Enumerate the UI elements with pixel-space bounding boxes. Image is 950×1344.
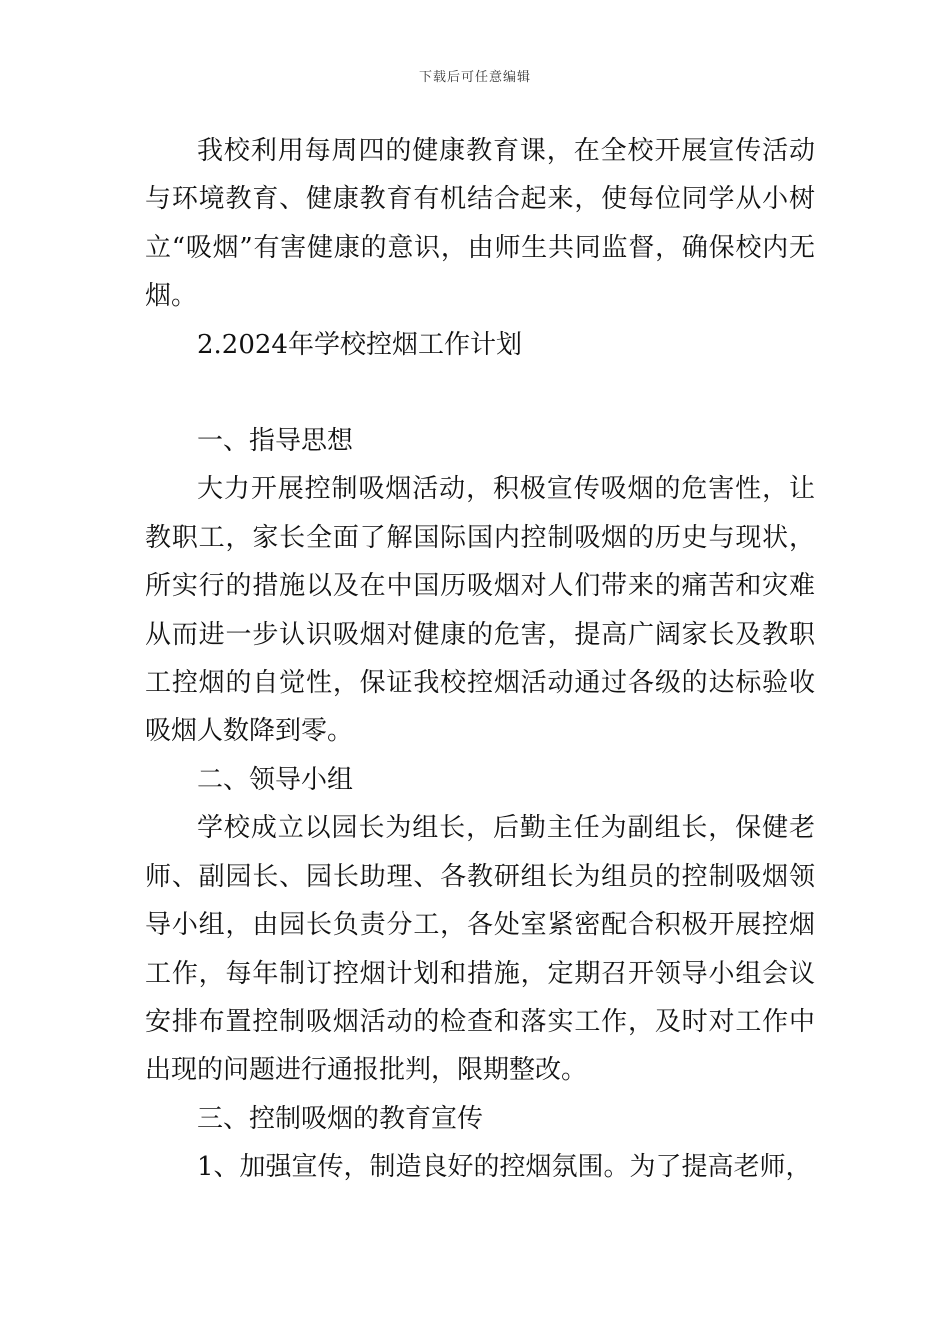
paragraph-intro: 我校利用每周四的健康教育课，在全校开展宣传活动与环境教育、健康教育有机结合起来，使每位同学从小树立“吸烟”有害健康的意识，由师生共同监督，确保校内无烟。 [145,136,815,312]
blank-line [145,369,815,417]
heading-leadership-group: 二、领导小组 [197,764,354,795]
paragraph-guiding-ideology: 大力开展控制吸烟活动，积极宣传吸烟的危害性，让教职工，家长全面了解国际国内控制吸烟的历史与现状，所实行的措施以及在中国历吸烟对人们带来的痛苦和灾难从而进一步认识吸烟对健康的危害，提高广阔家长及教职工控烟的自觉性，保证我校控烟活动通过各级的达标验收吸烟人数降到零。 [145,474,815,747]
heading-education-publicity: 三、控制吸烟的教育宣传 [197,1103,484,1134]
heading-guiding-ideology: 一、指导思想 [197,426,354,457]
page-header-note: 下载后可任意编辑 [418,70,531,85]
paragraph-leadership-group: 学校成立以园长为组长，后勤主任为副组长，保健老师、副园长、园长助理、各教研组长为组员的控制吸烟领导小组，由园长负责分工，各处室紧密配合积极开展控烟工作，每年制订控烟计划和措施，定期召开领导小组会议安排布置控制吸烟活动的检查和落实工作，及时对工作中出现的问题进行通报批判，限期整改。 [145,813,815,1086]
document-body [145,127,815,1192]
paragraph-publicity-item-1: 1、加强宣传，制造良好的控烟氛围。为了提高老师， [197,1152,812,1183]
section-title-plan: 2.2024年学校控烟工作计划 [197,329,522,360]
